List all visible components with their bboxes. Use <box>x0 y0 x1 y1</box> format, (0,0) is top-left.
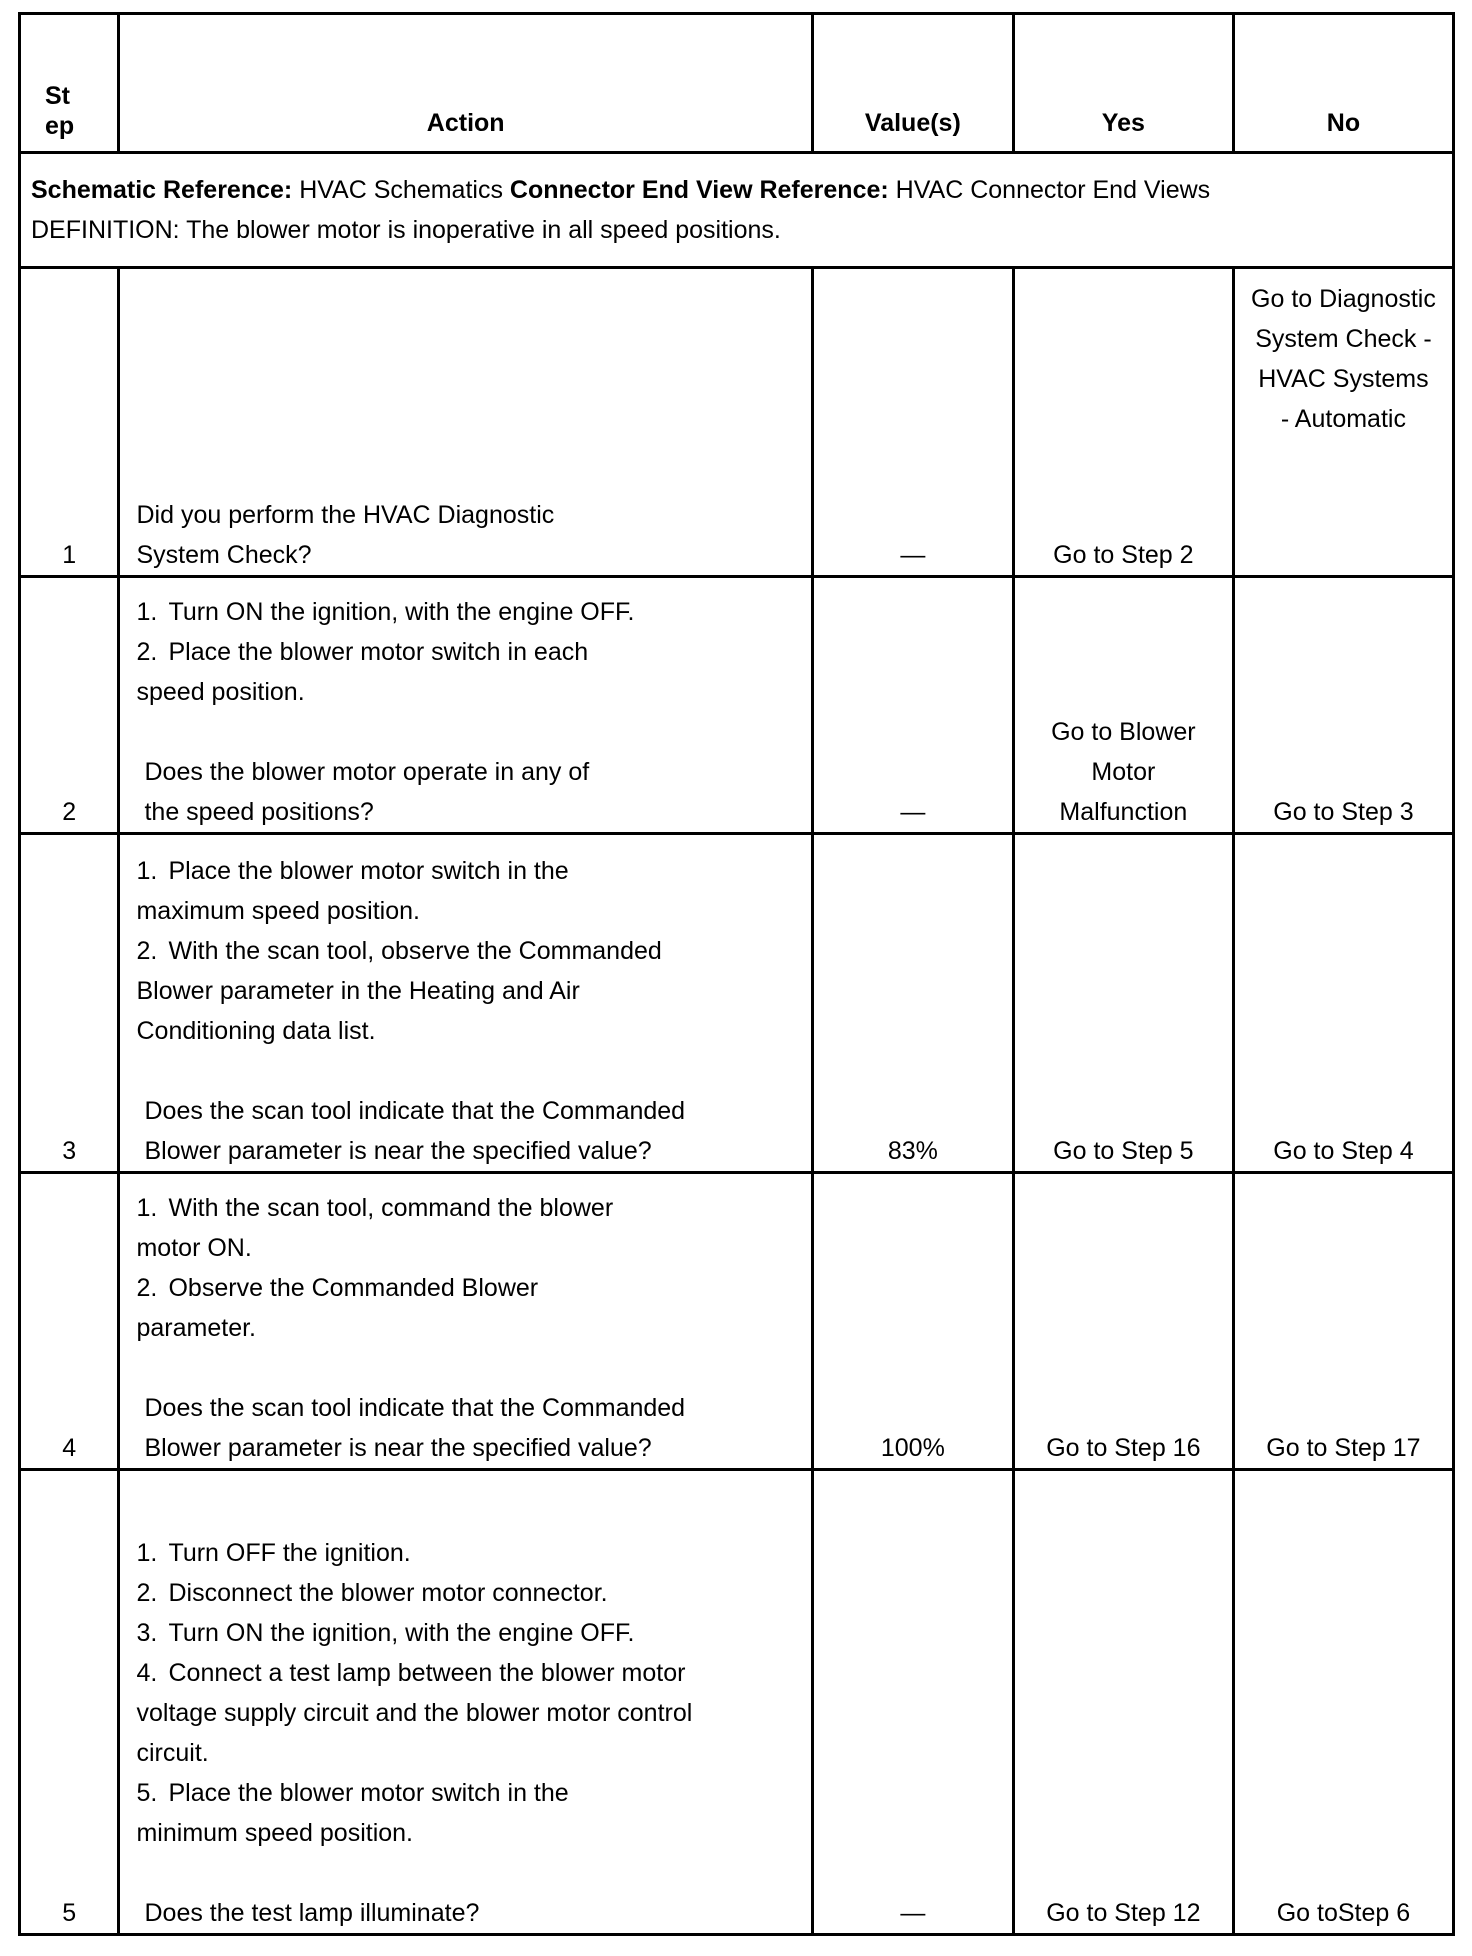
action-cell <box>119 1470 812 1935</box>
action-cell <box>119 268 812 577</box>
step-number: 1 <box>20 268 119 577</box>
header-action: Action <box>119 14 812 153</box>
yes-link[interactable]: Go to Step 2 <box>1013 268 1233 577</box>
action-item: 2. Place the blower motor switch in each speed position. <box>136 638 589 706</box>
action-item: 3. Turn ON the ignition, with the engine OFF. <box>136 1619 635 1647</box>
yes-link[interactable]: Go to Blower Motor Malfunction <box>1013 577 1233 834</box>
header-values: Value(s) <box>812 14 1013 153</box>
reference-row <box>20 153 1454 268</box>
action-item: 1. Turn OFF the ignition. <box>136 1539 411 1567</box>
action-cell <box>119 834 812 1173</box>
action-cell <box>119 1173 812 1470</box>
action-item: 1. Place the blower motor switch in the maximum speed position. <box>136 857 569 925</box>
yes-link[interactable]: Go to Step 5 <box>1013 834 1233 1173</box>
yes-link[interactable]: Go to Step 12 <box>1013 1470 1233 1935</box>
value-cell: — <box>812 1470 1013 1935</box>
header-yes: Yes <box>1013 14 1233 153</box>
header-step: St ep <box>20 14 119 153</box>
table-row <box>20 577 1454 834</box>
header-row <box>20 14 1454 153</box>
table-row <box>20 834 1454 1173</box>
action-question: Does the scan tool indicate that the Commanded Blower parameter is near the specified value? <box>144 1097 686 1165</box>
value-cell: — <box>812 268 1013 577</box>
definition-text: DEFINITION: The blower motor is inoperative in all speed positions. <box>31 216 781 244</box>
step-number: 5 <box>20 1470 119 1935</box>
yes-link[interactable]: Go to Step 16 <box>1013 1173 1233 1470</box>
action-question: Did you perform the HVAC Diagnostic System Check? <box>136 501 555 569</box>
action-cell <box>119 577 812 834</box>
value-cell: 83% <box>812 834 1013 1173</box>
action-question: Does the blower motor operate in any of the speed positions? <box>144 758 590 826</box>
table-row <box>20 1470 1454 1935</box>
action-item: 1. With the scan tool, command the blower motor ON. <box>136 1194 614 1262</box>
action-item: 2. Disconnect the blower motor connector. <box>136 1579 608 1607</box>
header-no: No <box>1233 14 1453 153</box>
table-row <box>20 268 1454 577</box>
step-number: 4 <box>20 1173 119 1470</box>
reference-cell <box>20 153 1454 268</box>
value-cell: — <box>812 577 1013 834</box>
no-link[interactable]: Go to Step 17 <box>1233 1173 1453 1470</box>
schematic-label: Schematic Reference: <box>31 176 293 204</box>
action-item: 2. Observe the Commanded Blower parameter. <box>136 1274 539 1342</box>
connector-link[interactable]: HVAC Connector End Views <box>895 176 1211 204</box>
step-number: 2 <box>20 577 119 834</box>
table-row <box>20 1173 1454 1470</box>
action-item: 4. Connect a test lamp between the blower motor voltage supply circuit and the blower motor control circuit. <box>136 1659 693 1767</box>
no-link[interactable]: Go to Step 3 <box>1233 577 1453 834</box>
action-question: Does the test lamp illuminate? <box>144 1899 480 1927</box>
diagnostic-table <box>18 12 1455 1936</box>
action-item: 2. With the scan tool, observe the Commanded Blower parameter in the Heating and Air Conditioning data list. <box>136 937 662 1045</box>
connector-label: Connector End View Reference: <box>509 176 889 204</box>
no-link[interactable]: Go to Diagnostic System Check - HVAC Systems - Automatic <box>1233 268 1453 577</box>
no-link[interactable]: Go toStep 6 <box>1233 1470 1453 1935</box>
action-item: 5. Place the blower motor switch in the minimum speed position. <box>136 1779 569 1847</box>
action-item: 1. Turn ON the ignition, with the engine OFF. <box>136 598 635 626</box>
step-number: 3 <box>20 834 119 1173</box>
value-cell: 100% <box>812 1173 1013 1470</box>
schematic-link[interactable]: HVAC Schematics <box>299 176 503 204</box>
no-link[interactable]: Go to Step 4 <box>1233 834 1453 1173</box>
action-question: Does the scan tool indicate that the Commanded Blower parameter is near the specified value? <box>144 1394 686 1462</box>
